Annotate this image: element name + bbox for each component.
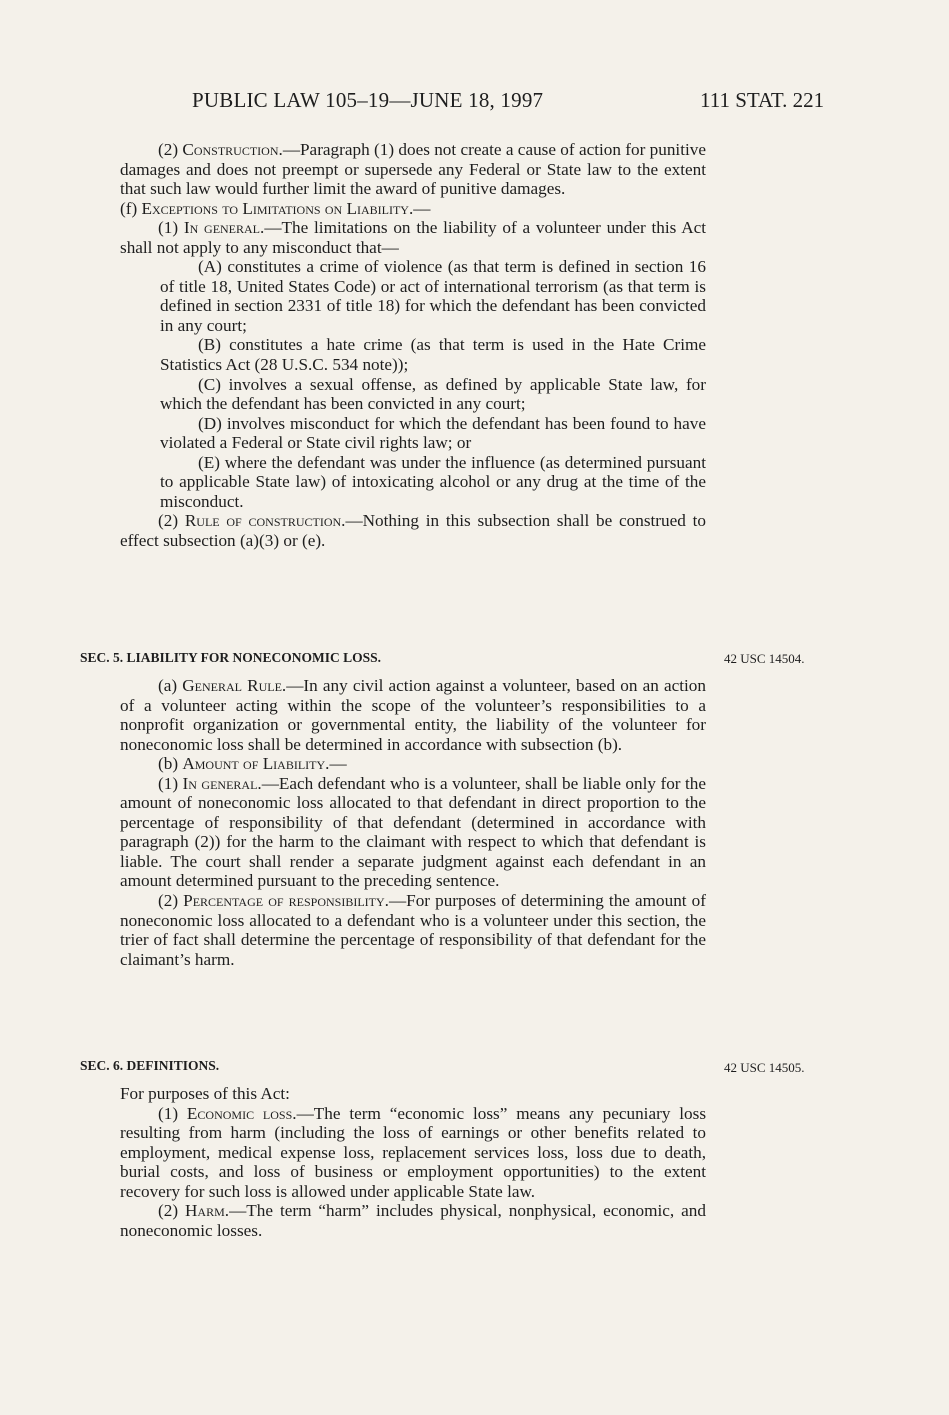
list-item-e: (E) where the defendant was under the influence (as determined pursuant to applicable State law) of intoxicating alcohol or any drug at the time of the misconduct. [160, 452, 706, 511]
definition-harm: (2) Harm.—The term “harm” includes physical, nonphysical, economic, and noneconomic losses. [120, 1201, 706, 1240]
definitions-intro: For purposes of this Act: [120, 1084, 290, 1103]
section-4-continuation [120, 140, 706, 550]
list-item-c: (C) involves a sexual offense, as defined by applicable State law, for which the defendant has been convicted in any court; [160, 374, 706, 414]
definition-economic-loss: (1) Economic loss.—The term “economic loss” means any pecuniary loss resulting from harm (including the loss of earnings or other benefits related to employment, medical expense loss, replacement services loss, loss due to death, burial costs, and loss of business or employment opportunities) to the extent recovery for such loss is allowed under applicable State law. [120, 1103, 707, 1201]
section-6-body [120, 1084, 706, 1240]
list-item-b: (B) constitutes a hate crime (as that term is used in the Hate Crime Statistics Act (28 U.S.C. 534 note)); [160, 335, 706, 375]
section-6-margin-citation: 42 USC 14505. [724, 1060, 805, 1075]
section-5-body [120, 676, 706, 969]
paragraph-construction: (2) Construction.—Paragraph (1) does not create a cause of action for punitive damages and does not preempt or supersede any Federal or State law to the extent that such law would further limit the award of punitive damages. [120, 140, 706, 199]
section-5-title: SEC. 5. LIABILITY FOR NONECONOMIC LOSS. [80, 650, 382, 665]
paragraph-rule-of-construction: (2) Rule of construction.—Nothing in this subsection shall be construed to effect subsection (a)(3) or (e). [120, 511, 706, 550]
list-item-a: (A) constitutes a crime of violence (as that term is defined in section 16 of title 18, United States Code) or act of international terrorism (as that term is defined in section 2331 of title 18) for which the defendant has been convicted in any court; [160, 257, 706, 335]
subsection-b-heading: (b) Amount of Liability.— [158, 754, 347, 774]
section-6-title: SEC. 6. DEFINITIONS. [80, 1058, 220, 1073]
subsection-f-heading: (f) Exceptions to Limitations on Liability.— [120, 198, 431, 218]
paragraph-b2-percentage: (2) Percentage of responsibility.—For purposes of determining the amount of noneconomic loss allocated to a defendant who is a volunteer under this section, the trier of fact shall determine the percentage of responsibility of that defendant for the claimant’s harm. [120, 891, 707, 969]
list-item-d: (D) involves misconduct for which the defendant has been found to have violated a Federal or State civil rights law; or [160, 413, 706, 453]
paragraph-in-general: (1) In general.—The limitations on the liability of a volunteer under this Act shall not apply to any misconduct that— [120, 218, 707, 257]
section-5-margin-citation: 42 USC 14504. [724, 651, 805, 666]
subsection-a-general-rule: (a) General Rule.—In any civil action against a volunteer, based on an action of a volunteer acting within the scope of the volunteer’s responsibilities to a nonprofit organization or governmental entity, the liability of the volunteer for noneconomic loss shall be determined in accordance with subsection (b). [120, 676, 706, 754]
statute-page-number: 111 STAT. 221 [700, 88, 825, 112]
paragraph-b1-in-general: (1) In general.—Each defendant who is a volunteer, shall be liable only for the amount of noneconomic loss allocated to that defendant in direct proportion to the percentage of responsibility of that defendant (determined in accordance with paragraph (2)) for the harm to the claimant with respect to which that defendant is liable. The court shall render a separate judgment against each defendant in an amount determined pursuant to the preceding sentence. [120, 773, 706, 891]
running-header: PUBLIC LAW 105–19—JUNE 18, 1997 [192, 88, 544, 112]
